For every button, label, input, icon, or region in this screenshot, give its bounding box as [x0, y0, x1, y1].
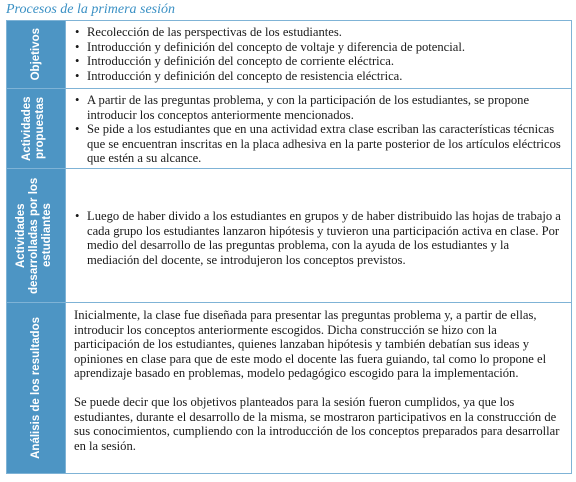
- row-header-actividades-desarrolladas: [7, 169, 65, 302]
- row-header-objetivos: [7, 21, 65, 88]
- list-item: • Introducción y definición del concepto de resistencia eléctrica.: [74, 69, 563, 84]
- sessions-table: [6, 20, 572, 474]
- analysis-paragraph: Inicialmente, la clase fue diseñada para presentar las preguntas problema y, a partir de ellas, introducir los conceptos anteriormente escogidos. Dicha construcción se hizo con la participación de los estudiantes, quienes lanzaban hipótesis y también debatían sus ideas y opiniones en clase para que de este modo el docente las fuera guiando, tal como lo propone el aprendizaje basado en problemas, modelo pedagógico escogido para la implementación.: [74, 308, 547, 381]
- list-item: • Recolección de las perspectivas de los estudiantes.: [74, 25, 563, 40]
- row-header-label: Actividades desarrolladas por los estudiantes: [15, 177, 53, 294]
- analysis-paragraph: Se puede decir que los objetivos planteados para la sesión fueron cumplidos, ya que los estudiantes, durante el desarrollo de la misma, se mostraron participativos en la construcción de sus conocimientos, cumpliendo con la introducción de los conceptos preparados para desarrollar en la sesión.: [74, 394, 560, 453]
- row-content-actividades-propuestas: [65, 89, 571, 168]
- row-header-label: Análisis de los resultados: [29, 317, 42, 459]
- row-actividades-propuestas: [7, 88, 571, 168]
- list-item: • Introducción y definición del concepto de corriente eléctrica.: [74, 54, 563, 69]
- row-header-label: Objetivos: [29, 28, 42, 81]
- developed-activities-list: [74, 209, 563, 267]
- row-analisis: [7, 302, 571, 473]
- row-header-analisis: [7, 303, 65, 473]
- row-content-objetivos: [65, 21, 571, 88]
- row-content-actividades-desarrolladas: [65, 169, 571, 302]
- row-objetivos: [7, 21, 571, 88]
- row-header-actividades-propuestas: [7, 89, 65, 168]
- list-item: • Luego de haber divido a los estudiantes en grupos y de haber distribuido las hojas de trabajo a cada grupo los estudiantes lanzaron hipótesis y tuvieron una participación activa en clase. Por medio del desarrollo de las preguntas problema, con la ayuda de los estudiantes y la mediación del docente, se introdujeron los conceptos previstos.: [74, 209, 563, 267]
- table-title: Procesos de la primera sesión: [6, 2, 176, 17]
- row-header-label: Actividades propuestas: [21, 96, 46, 161]
- objectives-list: [74, 25, 563, 83]
- list-item: • Se pide a los estudiantes que en una actividad extra clase escriban las características técnicas que se encuentran inscritas en la placa adhesiva en la parte posterior de los artículos eléctricos que estén a su alcance.: [74, 122, 563, 166]
- row-actividades-desarrolladas: [7, 168, 571, 302]
- activities-list: [74, 93, 563, 166]
- list-item: • Introducción y definición del concepto de voltaje y diferencia de potencial.: [74, 40, 563, 55]
- list-item: • A partir de las preguntas problema, y con la participación de los estudiantes, se propone introducir los conceptos anteriormente mencionados.: [74, 93, 563, 122]
- row-content-analisis: [65, 303, 571, 473]
